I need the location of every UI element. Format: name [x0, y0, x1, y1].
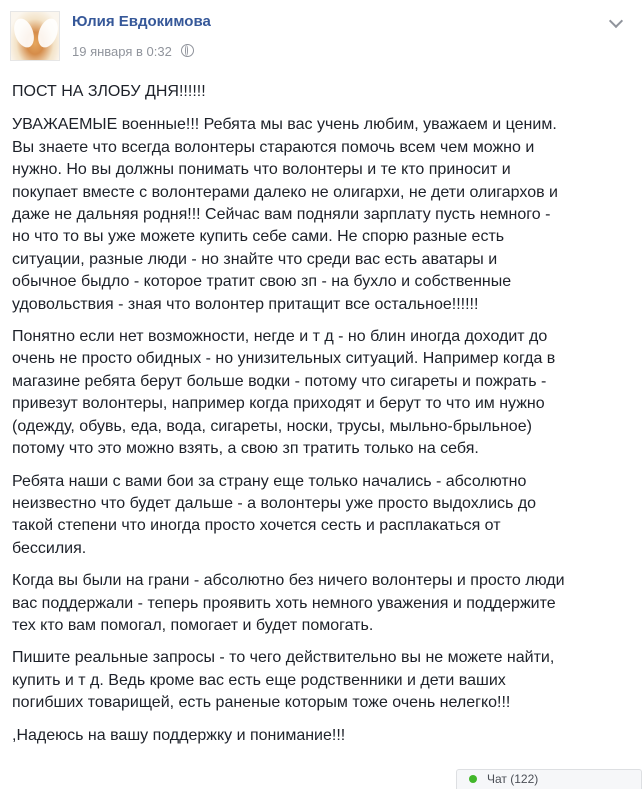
post-paragraph: Понятно если нет возможности, негде и т д - но блин иногда доходит до очень не просто обидных - но унизительных ситуаций. Например когда в магазине ребята берут больше водки - потому что сигареты и пожрать - привезут волонтеры, например когда приходят и берут то что им нужно (одежду, обувь, еда, вода, сигареты, носки, трусы, мыльно-брыльное) потому что это можно взять, а свою зп тратить только на себя. [12, 328, 556, 458]
post-paragraph: Пишите реальные запросы - то чего действительно вы не можете найти, купить и т д. Ведь кроме вас есть еще родственники и дети ваших погибших товарищей, есть раненые которым тоже очень нелегко!!! [12, 649, 555, 712]
post-paragraph: ,Надеюсь на вашу поддержку и понимание!!! [12, 726, 346, 744]
chat-label: Чат (122) [487, 772, 539, 786]
post-timestamp[interactable]: 19 января в 0:32 [72, 44, 172, 59]
author-name[interactable]: Юлия Евдокимова [72, 13, 211, 30]
avatar[interactable] [10, 11, 60, 61]
post-meta [72, 44, 194, 59]
post-title: ПОСТ НА ЗЛОБУ ДНЯ!!!!!! [12, 83, 206, 100]
chevron-down-icon[interactable] [608, 15, 624, 31]
online-status-icon [469, 775, 477, 783]
globe-icon[interactable] [181, 44, 194, 57]
post-body [12, 81, 632, 757]
post-paragraph: Когда вы были на грани - абсолютно без ничего волонтеры и просто люди вас поддержали - теперь проявить хоть немного уважения и поддержите тех кто вам помогал, помогает и будет помогать. [12, 572, 565, 634]
post-header [10, 11, 632, 67]
post-paragraph: Ребята наши с вами бои за страну еще только начались - абсолютно неизвестно что будет дальше - а волонтеры уже просто выдохлись до такой степени что иногда просто хочется сесть и расплакаться от бессилия. [12, 472, 537, 557]
post-paragraph: УВАЖАЕМЫЕ военные!!! Ребята мы вас учень любим, уважаем и ценим. Вы знаете что всегда волонтеры стараются помочь всем чем можно и нужно. Но вы должны понимать что волонтеры и те кто приносит и покупает вместе с волонтерами далеко не олигархи, не дети олигархов и даже не дальняя родня!!! Сейчас вам подняли зарплату пусть немного - но что то вы уже можете купить себе сами. Не спорю разные есть ситуации, разные люди - но знайте что среди вас есть аватары и обычное быдло - которое тратит свою зп - на бухло и собственные удовольствия - зная что волонтер притащит все остальное!!!!!! [12, 116, 558, 313]
chat-tab[interactable] [456, 769, 642, 789]
